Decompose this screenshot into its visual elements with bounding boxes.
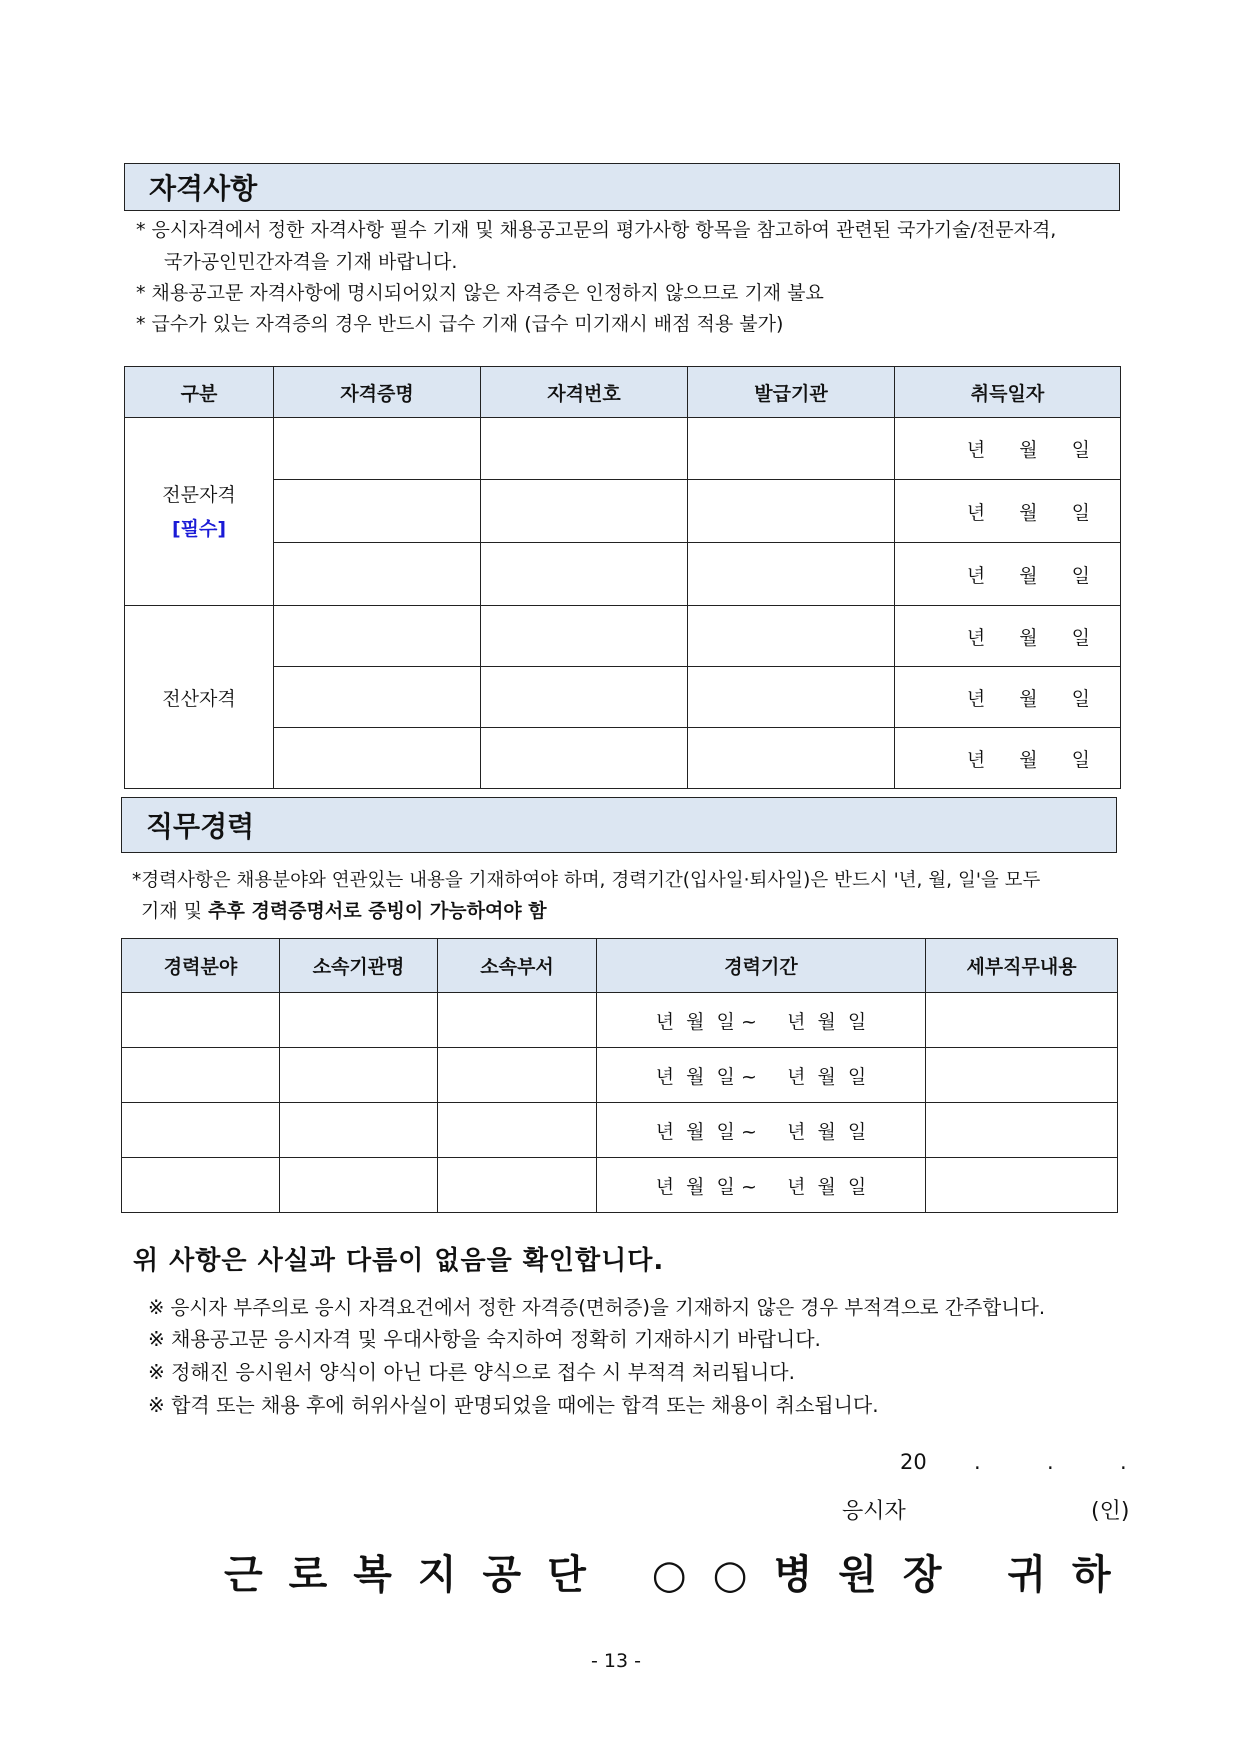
table-row: [122, 1158, 1118, 1213]
day-label: 일: [1071, 687, 1090, 710]
issuer-input[interactable]: [688, 606, 895, 667]
warning-1: ※ 응시자 부주의로 응시 자격요건에서 정한 자격증(면허증)을 기재하지 않은 경우 부적격으로 간주합니다.: [148, 1296, 1046, 1319]
month-label: 월: [1019, 439, 1038, 461]
qualification-table: [124, 366, 1121, 789]
date-dot-3: .: [1120, 1450, 1127, 1474]
career-period-input[interactable]: [597, 1103, 926, 1158]
job-details-input[interactable]: [926, 1103, 1118, 1158]
cert-name-input[interactable]: [274, 667, 481, 728]
month-label: 월: [1019, 748, 1038, 771]
career-period-text: 년 월 일 ~ 년 월 일: [655, 1065, 867, 1088]
group-label: 전문자격: [162, 483, 236, 506]
department-input[interactable]: [438, 1158, 597, 1213]
qualification-note-4: * 급수가 있는 자격증의 경우 반드시 급수 기재 (급수 미기재시 배점 적용 불가): [136, 313, 784, 335]
col-header-acquired-date: 취득일자: [895, 367, 1121, 418]
cert-number-input[interactable]: [481, 543, 688, 606]
qualification-heading-text: 자격사항: [149, 172, 258, 205]
warning-3: ※ 정해진 응시원서 양식이 아닌 다른 양식으로 접수 시 부적격 처리됩니다.: [148, 1360, 795, 1384]
col-header-cert-name: 자격증명: [274, 367, 481, 418]
col-header-department: 소속부서: [438, 939, 597, 993]
year-label: 년: [966, 439, 986, 461]
acquired-date-input[interactable]: [895, 480, 1121, 543]
career-period-text: 년 월 일 ~ 년 월 일: [655, 1175, 867, 1198]
table-row: [125, 418, 1121, 480]
month-label: 월: [1019, 626, 1038, 649]
year-label: 년: [966, 564, 986, 587]
year-label: 년: [966, 501, 986, 524]
organization-input[interactable]: [280, 1158, 438, 1213]
cert-name-input[interactable]: [274, 606, 481, 667]
career-period-input[interactable]: [597, 993, 926, 1048]
qualification-note-2: 국가공인민간자격을 기재 바랍니다.: [164, 251, 458, 273]
col-header-career-period: 경력기간: [597, 939, 926, 993]
cert-number-input[interactable]: [481, 480, 688, 543]
department-input[interactable]: [438, 993, 597, 1048]
col-header-cert-number: 자격번호: [481, 367, 688, 418]
group-computer-cert: [125, 606, 274, 789]
table-row: [122, 1048, 1118, 1103]
career-field-input[interactable]: [122, 1103, 280, 1158]
table-row: [125, 667, 1121, 728]
year-label: 년: [966, 626, 986, 649]
acquired-date-input[interactable]: [895, 418, 1121, 480]
page-number: - 13 -: [591, 1650, 641, 1672]
career-period-text: 년 월 일 ~ 년 월 일: [655, 1010, 867, 1033]
col-header-career-field: 경력분야: [122, 939, 280, 993]
cert-name-input[interactable]: [274, 418, 481, 480]
table-row: [125, 480, 1121, 543]
career-period-input[interactable]: [597, 1158, 926, 1213]
job-details-input[interactable]: [926, 993, 1118, 1048]
department-input[interactable]: [438, 1048, 597, 1103]
organization-input[interactable]: [280, 1103, 438, 1158]
organization-input[interactable]: [280, 993, 438, 1048]
date-dot-2: .: [1047, 1450, 1054, 1474]
col-header-type: 구분: [125, 367, 274, 418]
career-period-input[interactable]: [597, 1048, 926, 1103]
job-details-input[interactable]: [926, 1158, 1118, 1213]
month-label: 월: [1019, 501, 1038, 524]
year-label: 년: [966, 687, 986, 710]
cert-name-input[interactable]: [274, 543, 481, 606]
day-label: 일: [1071, 564, 1090, 587]
cert-number-input[interactable]: [481, 606, 688, 667]
issuer-input[interactable]: [688, 543, 895, 606]
acquired-date-input[interactable]: [895, 606, 1121, 667]
qualification-note-3: * 채용공고문 자격사항에 명시되어있지 않은 자격증은 인정하지 않으므로 기재 불요: [136, 282, 824, 304]
cert-name-input[interactable]: [274, 480, 481, 543]
group-label: 전산자격: [162, 687, 236, 710]
career-field-input[interactable]: [122, 1158, 280, 1213]
job-details-input[interactable]: [926, 1048, 1118, 1103]
col-header-issuer: 발급기관: [688, 367, 895, 418]
career-table: [121, 938, 1118, 1213]
career-field-input[interactable]: [122, 993, 280, 1048]
addressee: 근로복지공단 ○○병원장 귀하: [224, 1552, 1137, 1598]
career-period-text: 년 월 일 ~ 년 월 일: [655, 1120, 867, 1143]
applicant-label: 응시자: [842, 1499, 906, 1524]
career-field-input[interactable]: [122, 1048, 280, 1103]
career-heading: [121, 797, 1117, 853]
career-note-1: *경력사항은 채용분야와 연관있는 내용을 기재하여야 하며, 경력기간(입사일·퇴사일)은 반드시 '년, 월, 일'을 모두: [132, 870, 1041, 891]
month-label: 월: [1019, 687, 1038, 710]
issuer-input[interactable]: [688, 418, 895, 480]
career-heading-text: 직무경력: [146, 810, 255, 843]
day-label: 일: [1071, 501, 1090, 524]
day-label: 일: [1071, 439, 1090, 461]
career-note-2-bold: 추후 경력증명서로 증빙이 가능하여야 함: [208, 900, 547, 922]
seal-label: (인): [1091, 1499, 1130, 1524]
date-line: [900, 1450, 1130, 1480]
career-note-2: [141, 895, 547, 927]
acquired-date-input[interactable]: [895, 543, 1121, 606]
acquired-date-input[interactable]: [895, 667, 1121, 728]
confirmation-statement: 위 사항은 사실과 다름이 없음을 확인합니다.: [133, 1246, 665, 1276]
day-label: 일: [1071, 626, 1090, 649]
date-dot-1: .: [974, 1450, 981, 1474]
cert-number-input[interactable]: [481, 728, 688, 789]
qualification-note-1: * 응시자격에서 정한 자격사항 필수 기재 및 채용공고문의 평가사항 항목을 참고하여 관련된 국가기술/전문자격,: [136, 219, 1057, 241]
cert-name-input[interactable]: [274, 728, 481, 789]
cert-number-input[interactable]: [481, 418, 688, 480]
acquired-date-input[interactable]: [895, 728, 1121, 789]
organization-input[interactable]: [280, 1048, 438, 1103]
year-label: 년: [966, 748, 986, 771]
table-row: [125, 728, 1121, 789]
qualification-heading: [124, 163, 1120, 211]
warning-4: ※ 합격 또는 채용 후에 허위사실이 판명되었을 때에는 합격 또는 채용이 취소됩니다.: [148, 1393, 879, 1417]
col-header-organization: 소속기관명: [280, 939, 438, 993]
department-input[interactable]: [438, 1103, 597, 1158]
cert-number-input[interactable]: [481, 667, 688, 728]
col-header-job-details: 세부직무내용: [926, 939, 1118, 993]
career-note-2-plain: 기재 및: [141, 900, 209, 922]
table-row: [122, 993, 1118, 1048]
table-row: [125, 606, 1121, 667]
date-year-prefix: 20: [900, 1450, 927, 1474]
warning-2: ※ 채용공고문 응시자격 및 우대사항을 숙지하여 정확히 기재하시기 바랍니다.: [148, 1327, 821, 1351]
issuer-input[interactable]: [688, 480, 895, 543]
group-professional-cert: [125, 418, 274, 606]
month-label: 월: [1019, 564, 1038, 587]
issuer-input[interactable]: [688, 728, 895, 789]
issuer-input[interactable]: [688, 667, 895, 728]
table-row: [122, 1103, 1118, 1158]
required-badge: [필수]: [171, 517, 227, 540]
table-row: [125, 543, 1121, 606]
day-label: 일: [1071, 748, 1090, 771]
